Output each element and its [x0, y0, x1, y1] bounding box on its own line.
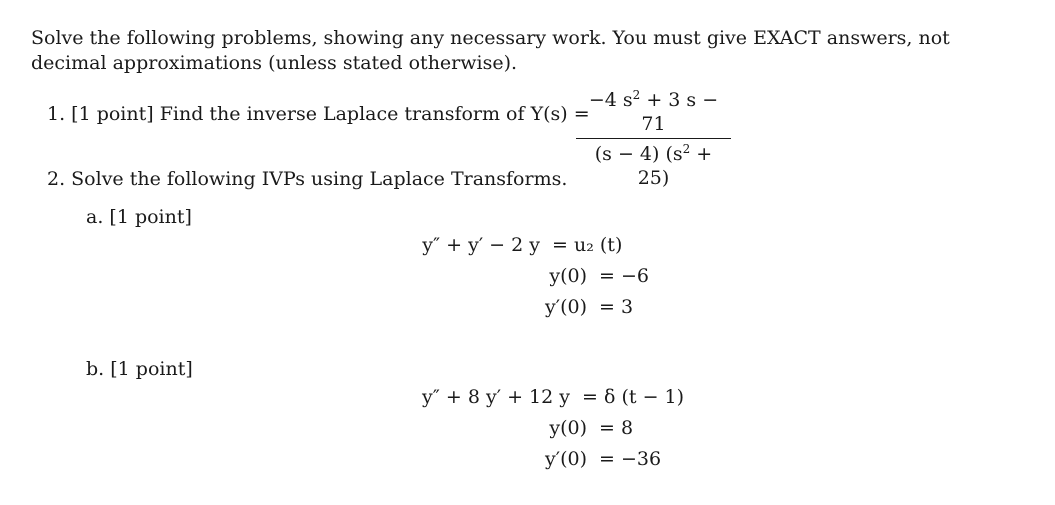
equation-rhs: = δ (t − 1) — [582, 386, 685, 408]
equation-rhs: = u₂ (t) — [552, 234, 623, 256]
instructions-text: Solve the following problems, showing any necessary work. You must give EXACT answers, not decimal approximations (unless stated otherwise). — [31, 27, 950, 74]
denominator-exponent: 2 — [682, 142, 691, 156]
part-a-equation-3 — [400, 293, 633, 321]
fraction-denominator — [576, 142, 731, 190]
equation-lhs: y′(0) — [545, 448, 587, 470]
equation-lhs: y″ + 8 y′ + 12 y — [422, 386, 570, 408]
part-a-equation-1 — [400, 231, 622, 259]
denominator-term-a: (s − 4) (s — [594, 143, 683, 165]
equation-lhs: y′(0) — [545, 296, 587, 318]
fraction-numerator — [576, 88, 731, 136]
numerator-term-b: + 3 s − 71 — [640, 89, 719, 135]
equation-lhs: y(0) — [549, 265, 587, 287]
equation-rhs: = −36 — [599, 448, 662, 470]
part-a-equation-2 — [400, 262, 649, 290]
part-b-equation-2 — [400, 414, 633, 442]
problem-1-label: 1. [1 point] Find the inverse Laplace transform of Y(s) = — [47, 103, 590, 125]
equation-lhs: y(0) — [549, 417, 587, 439]
problem-1-fraction — [576, 88, 731, 190]
part-b-label: b. [1 point] — [86, 358, 193, 380]
equation-rhs: = 8 — [599, 417, 634, 439]
equation-rhs: = −6 — [599, 265, 650, 287]
equation-lhs: y″ + y′ − 2 y — [422, 234, 540, 256]
denominator-term-b: + 25) — [637, 143, 713, 189]
part-b-equation-3 — [400, 445, 661, 473]
numerator-exponent: 2 — [632, 88, 641, 102]
part-a-label: a. [1 point] — [86, 206, 192, 228]
fraction-bar — [576, 138, 731, 139]
numerator-term-a: −4 s — [588, 89, 633, 111]
part-b-equation-1 — [400, 383, 684, 411]
equation-rhs: = 3 — [599, 296, 634, 318]
problem-2-label: 2. Solve the following IVPs using Laplace Transforms. — [47, 168, 568, 190]
